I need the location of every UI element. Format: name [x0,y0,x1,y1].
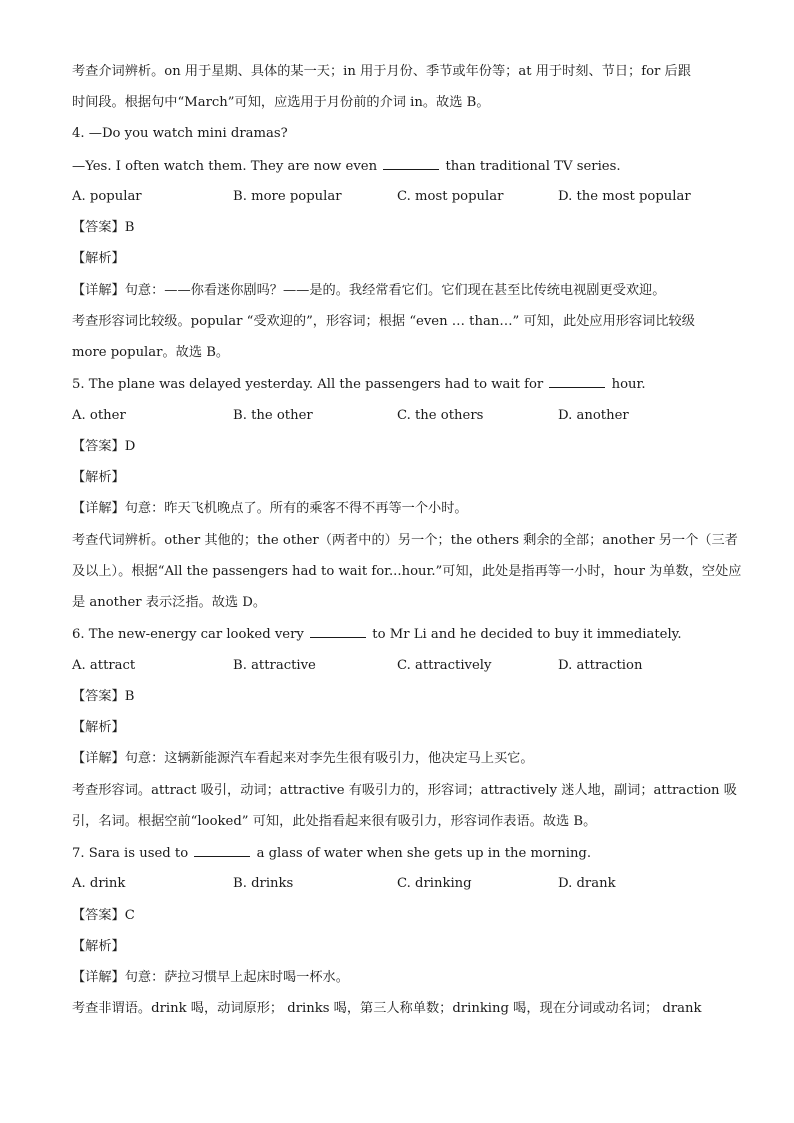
q5-option-a: A. other [72,408,126,423]
q7-question [72,843,591,864]
q4-question-line-2 [72,156,621,177]
q4-question-pre: —Yes. I often watch them. They are now even [72,159,378,174]
q5-question-post: hour. [611,377,646,392]
q6-option-b: B. attractive [233,658,316,673]
q6-answer: 【答案】B [72,689,135,704]
q5-analysis-heading: 【解析】 [72,470,125,485]
q4-detail-line-3: more popular。故选 B。 [72,345,230,360]
q5-options [72,406,722,426]
q6-detail-line-3: 引，名词。根据空前“looked” 可知，此处指看起来很有吸引力，形容词作表语。故选 B。 [72,814,597,829]
q5-detail-line-4: 是 another 表示泛指。故选 D。 [72,595,267,610]
q6-analysis-heading: 【解析】 [72,720,125,735]
q7-question-post: a glass of water when she gets up in the morning. [256,846,592,861]
q6-option-a: A. attract [72,658,136,673]
q4-option-c: C. most popular [397,189,504,204]
q6-option-c: C. attractively [397,658,492,673]
q7-analysis-heading: 【解析】 [72,939,125,954]
q7-detail-line-1: 【详解】句意：萨拉习惯早上起床时喝一杯水。 [72,970,349,985]
q5-question-pre: 5. The plane was delayed yesterday. All the passengers had to wait for [72,377,544,392]
q7-options [72,874,722,894]
q4-detail-line-1: 【详解】句意：——你看迷你剧吗？——是的。我经常看它们。它们现在甚至比传统电视剧更受欢迎。 [72,283,666,298]
q6-detail-line-2: 考查形容词。attract 吸引，动词；attractive 有吸引力的，形容词；attractively 迷人地，副词；attraction 吸 [72,783,737,798]
q5-detail-line-1: 【详解】句意：昨天飞机晚点了。所有的乘客不得不再等一个小时。 [72,501,468,516]
q4-answer: 【答案】B [72,220,135,235]
q6-detail-line-1: 【详解】句意：这辆新能源汽车看起来对李先生很有吸引力，他决定马上买它。 [72,751,534,766]
intro-line-2: 时间段。根据句中“March”可知，应选用于月份前的介词 in。故选 B。 [72,95,490,110]
q6-question [72,624,682,645]
q4-detail-line-2: 考查形容词比较级。popular “受欢迎的”，形容词；根据 “even … than…” 可知，此处应用形容词比较级 [72,314,695,329]
q6-question-pre: 6. The new-energy car looked very [72,627,304,642]
q7-question-pre: 7. Sara is used to [72,846,189,861]
q7-answer: 【答案】C [72,908,135,923]
q7-blank [194,843,250,857]
q4-question-line-1: 4. —Do you watch mini dramas? [72,126,288,141]
q7-option-d: D. drank [558,876,616,891]
q4-analysis-heading: 【解析】 [72,251,125,266]
q4-option-d: D. the most popular [558,189,691,204]
q5-option-b: B. the other [233,408,313,423]
q7-detail-line-2: 考查非谓语。drink 喝，动词原形； drinks 喝，第三人称单数；drinking 喝，现在分词或动名词； drank [72,1001,702,1016]
q4-option-a: A. popular [72,189,142,204]
q4-option-b: B. more popular [233,189,342,204]
q6-option-d: D. attraction [558,658,643,673]
q5-detail-line-3: 及以上）。根据“All the passengers had to wait for...hour.”可知，此处是指再等一小时，hour 为单数，空处应 [72,564,742,579]
q5-option-c: C. the others [397,408,484,423]
q5-question [72,374,646,395]
q7-option-b: B. drinks [233,876,294,891]
q4-question-post: than traditional TV series. [445,159,621,174]
q7-option-c: C. drinking [397,876,472,891]
q6-blank [310,624,366,638]
q6-options [72,656,722,676]
q7-option-a: A. drink [72,876,126,891]
q5-answer: 【答案】D [72,439,136,454]
intro-line-1: 考查介词辨析。on 用于星期、具体的某一天；in 用于月份、季节或年份等；at 用于时刻、节日；for 后跟 [72,64,691,79]
q5-option-d: D. another [558,408,629,423]
q5-detail-line-2: 考查代词辨析。other 其他的；the other（两者中的）另一个；the others 剩余的全部；another 另一个（三者 [72,533,738,548]
q5-blank [549,374,605,388]
q4-options [72,187,722,207]
q6-question-post: to Mr Li and he decided to buy it immediately. [372,627,682,642]
q4-blank [383,156,439,170]
